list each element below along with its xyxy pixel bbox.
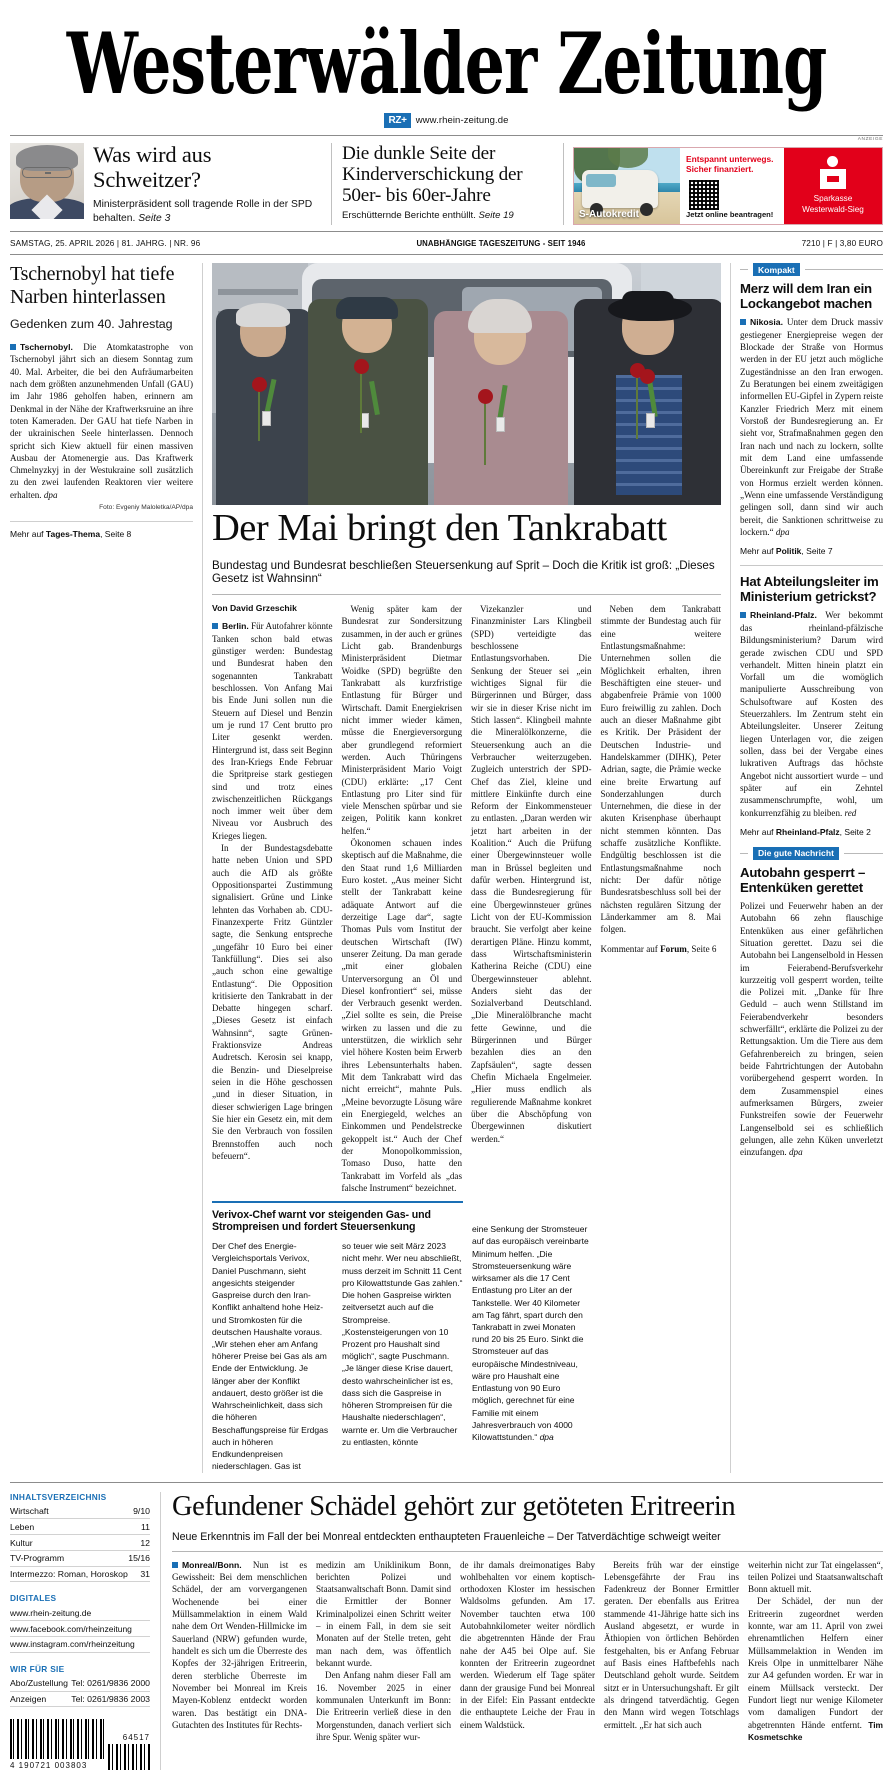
more-section: Rheinland-Pfalz [775, 826, 840, 837]
bottom-col-5 [748, 1559, 883, 1744]
service-phone[interactable]: Tel: 0261/9836 2000 [71, 1678, 150, 1689]
ad-claim-line2: Sicher finanziert. [686, 164, 754, 175]
gute-nachricht-tag: Die gute Nachricht [753, 847, 839, 860]
kommentar-prefix: Kommentar auf [600, 943, 661, 954]
main-headline: Der Mai bringt den Tankrabatt [212, 507, 667, 550]
service-label: Abo/Zustellung [10, 1678, 68, 1689]
service-title: WIR FÜR SIE [10, 1663, 65, 1674]
more-prefix: Mehr auf [10, 529, 46, 540]
masthead-website-url[interactable]: www.rhein-zeitung.de [415, 115, 509, 126]
main-col4-p1: Neben dem Tankrabatt stimmte der Bundestag auch für eine weitere Entlastungsmaßnahme: Unternehmen sollen die Möglichkeit erhalten, ihren Beschäftigten eine steuer- und abgabenfreie Prämie von 1000 Euro freiwillig zu zahlen. Doch auch an dieser Maßnahme gibt es Kritik. Der Präsident der Deutschen Industrie- und Handelskammer (DIHK), Peter Adrian, sagte, die Prämie wecke eine breite Erwartung auf Sonderzahlungen durch Unternehmen, die diese in der akuten Krisenphase überhaupt nicht stemmen könnten. Das schaffe zusätzliche Konflikte. Endgültig beschlossen ist die Entlastungsmaßnahme noch nicht: Der dafür nötige Bundesratsbeschluss soll bei der nächsten regulären Sitzung der Länderkammer am 8. Mai folgen. [600, 604, 721, 935]
more-prefix: Mehr auf [740, 826, 776, 837]
more-section: Tages-Thema [45, 529, 101, 540]
bottom-col5-p2 [748, 1595, 883, 1743]
ad-claim [686, 154, 779, 175]
index-box [10, 1492, 161, 1770]
index-page: 11 [140, 1521, 150, 1532]
ad-bank-name [802, 194, 864, 215]
index-label: Wirtschaft [10, 1505, 49, 1516]
more-section: Politik [775, 546, 802, 557]
main-col1-p1 [212, 620, 333, 842]
verivox-headline: Verivox-Chef warnt vor steigenden Gas- und Strompreisen und fordert Steuersenkung [212, 1209, 431, 1234]
bottom-story [161, 1492, 883, 1770]
teaser-page-ref: Seite 19 [478, 210, 514, 222]
tschernobyl-headline: Tschernobyl hat tiefe Narben hinterlassen [10, 263, 175, 308]
photo-credit: Foto: Evgeniy Maloletka/AP/dpa [99, 504, 193, 512]
main-col-2 [342, 603, 463, 1194]
gute-nachricht-kicker [740, 847, 883, 860]
bottom-section [10, 1482, 883, 1770]
rail-divider [740, 565, 883, 566]
index-row[interactable] [10, 1551, 150, 1567]
bottom-col-3 [460, 1559, 595, 1744]
main-dateline: Berlin. [222, 621, 249, 632]
anzeige-label: ANZEIGE [857, 137, 883, 142]
kompakt-kicker [740, 263, 883, 276]
rail-item3-text: Polizei und Feuerwehr haben an der Autobahn 66 zehn flauschige Entenküken aus einer gefährlichen Situation gerettet. Dazu sei die Autobahn bei Langenselbold in Hessen im Feierabend-Berufsverkehr kurzzeitig voll gesperrt worden, teilte die Polizei mit. „Danke für Ihre Geduld – auch wenn Stillstand im Feierabendverkehr besonders schwerfällt“, erklärte die Polizei zu der Rettungsaktion. Um die Tiere aus dem Gefahrenbereich zu bringen, seien beide Fahrtrichtungen der Autobahn vorübergehend gesperrt worden. In dem Zusammenspiel eines aufmerksamen Bürgers, zweier Funkstreifen sowie der Feuerwehr Langenselbold sei es schließlich gelungen, alle zehn Küken unverletzt einzufangen. [740, 900, 883, 1158]
main-col2-p1: Wenig später kam der Bundesrat zur Sondersitzung zusammen, in der auch er grünes Licht gab. Brandenburgs Ministerpräsident Dietmar Woidke (SPD) begrüßte den Tankrabatt als kurzfristige Entlastung für Bürger und Wirtschaft. Damit Energiekrisen nicht immer wieder kämen, müsse die Energieversorgung aber grundlegend reformiert werden. Auch Thüringens Ministerpräsident Mario Voigt (CDU) erklärte: „17 Cent Entlastung pro Liter sind für viele Menschen spürbar und sie zeigen, Politik kann konkret helfen.“ [341, 604, 462, 836]
teaser-portrait-photo [10, 143, 84, 219]
sparkasse-s-icon [818, 156, 848, 190]
teaser-schweitzer[interactable] [10, 143, 332, 225]
index-page: 15/16 [128, 1553, 150, 1564]
rail-item1-body [740, 316, 883, 538]
dateline-bar [10, 232, 883, 255]
main-col2-p2: Ökonomen schauen indes skeptisch auf die Maßnahme, die den Staat rund 1,6 Milliarden Euro kostet. „Aus meiner Sicht stellt der Tankrabatt keine adäquate Antwort auf die derzeitige Lage dar“, sagte Thomas Puls vom Institut der deutschen Wirtschaft (IW) unserer Zeitung. Da man gerade „mit einer globalen Unterversorgung an Öl und Diesel konfrontiert“ sei, müsse der Verbrauch gesenkt werden. „Ziel sollte es sein, die Preise wirken zu lassen und die zu unterstützen, die wirklich sehr viel höhere Kosten beim Erwerb ihres Lebensunterhalts haben. Mit dem Tankrabatt wird das nicht erreicht“, mahnte Puls. „Meine bevorzugte Lösung wäre ein Energiegeld, welches an Einkommen und Pendelstrecke gekoppelt ist.“ Auch der Chef der Monopolkommission, Tomaso Duso, hatte den Tankrabatt im Vorfeld als „das falsche Instrument“ bezeichnet. [341, 838, 462, 1193]
main-subhead: Bundestag und Bundesrat beschließen Steuersenkung auf Sprit – Doch die Kritik ist groß: „Dieses Gesetz ist Wahnsinn“ [212, 559, 721, 595]
teaser-headline: Die dunkle Seite der Kinderverschickung der 50er- bis 60er-Jahre [342, 143, 523, 207]
bottom-col-4 [604, 1559, 739, 1744]
tschernobyl-agency: dpa [43, 489, 58, 500]
service-label: Anzeigen [10, 1694, 47, 1704]
teaser-sub-copy: Ministerpräsident soll tragende Rolle in der SPD behalten. [93, 198, 313, 224]
bottom-col-2 [316, 1559, 451, 1744]
tschernobyl-subline: Gedenken zum 40. Jahrestag [10, 316, 173, 331]
bottom-dateline: Monreal/Bonn. [182, 1559, 242, 1570]
index-rows [10, 1504, 150, 1583]
bottom-col-1 [172, 1559, 307, 1744]
bottom-story-columns [172, 1559, 883, 1744]
bottom-col2-p2: Den Anfang nahm dieser Fall am 16. November 2025 in einer kommunalen Unterkunft im Bonn: Die Eritreerin verließ diese in den Morgenstunden, danach verliert sich ihre Spur. Wenig später wur- [316, 1670, 451, 1742]
bottom-col1-text: Nun ist es Gewissheit: Bei dem menschlichen Schädel, der am vorvergangenen Wochenende bei einer Müllsammelaktion in einem Wald nahe dem Ort Wenden-Hillmicke im Sauerland (NRW) gefunden wurde, handelt es sich um die Überreste des Kopfes der 32-jährigen Eritreerin, deren sterbliche Überreste im November bei Monreal im Kreis Mayen-Koblenz entdeckt worden waren. Das bestätigt ein DNA-Gutachten des Institutes für Rechts- [172, 1559, 308, 1730]
more-prefix: Mehr auf [740, 546, 776, 557]
main-kommentar-link[interactable] [601, 943, 722, 955]
bottom-headline: Gefundener Schädel gehört zur getöteten Eritreerin [172, 1490, 736, 1522]
advertisement-sparkasse[interactable] [564, 137, 883, 225]
kommentar-page: , Seite 6 [686, 943, 717, 954]
column-center [202, 263, 730, 1472]
rail-item3-agency: dpa [789, 1147, 803, 1158]
rail-item1-text: Unter dem Druck massiv gestiegener Energiepreise wegen der Blockade der Straße von Hormus werden in der EU jetzt auch mögliche Zugeständnisse an den Iran erwogen. Zu Beratungen bei einem zweitägigen informellen EU-Gipfel in Zypern reiste Kanzler Friedrich Merz mit einem Vorstoß der Bundesregierung an. Er sieht vor, Strafmaßnahmen gegen den Iran nach und nach zu lockern, sollte mit dem Land eine umfassende Übereinkunft zur Freigabe der Straße von Hormus erzielt werden können. „Wenn eine umfassende Verständigung gelingen soll, dann sind wir auch bereit, die Sanktionen schrittweise zu lockern.“ [740, 317, 883, 537]
barcode-icon [10, 1719, 104, 1759]
service-row [10, 1692, 150, 1708]
lead-photo-tschernobyl-memorial [212, 263, 721, 505]
main-col-1 [212, 603, 333, 1194]
teaser-page-ref: Seite 3 [138, 212, 171, 224]
main-col1-p2: In der Bundestagsdebatte hatte neben Union und SPD auch die AfD als größte Oppositionspartei Zustimmung signalisiert. Grüne und Linke lehnten das Vorhaben ab. CDU-Finanzexperte Fritz Güntzler sagte, die Senkung entspreche „ungefähr 10 Euro bei einer Tankfüllung“. Dies sei also „auch schon eine gewaltige Entlastung“. Die Opposition kritisierte den Tankrabatt in der Debatte hingegen scharf. „Dieses Gesetz ist einfach Wahnsinn“, sagte Grünen-Fraktionsvize Andreas Audretsch. Kerosin sei knapp, die Benzin- und Dieselpreise seien in die Höhe geschossen „und in dieser Situation, in dieser schwierigen Lage bringen Sie hier ein Gesetz ein, mit dem Sie den Verbrauch von fossilen Brennstoffen auch noch befeuern“. [212, 843, 333, 1161]
rail-item2-dateline: Rheinland-Pfalz. [750, 610, 817, 621]
teaser-strip [10, 135, 883, 232]
barcode-addon-icon [108, 1744, 150, 1770]
byline: Von David Grzeschik [212, 603, 297, 614]
tschernobyl-more-link[interactable] [10, 521, 193, 539]
index-row[interactable] [10, 1504, 150, 1520]
rail-item1-agency: dpa [775, 526, 790, 537]
masthead-subline [10, 113, 883, 128]
index-row[interactable] [10, 1519, 150, 1535]
barcode-area [10, 1719, 150, 1770]
index-page: 9/10 [133, 1505, 150, 1516]
newspaper-title: Westerwälder Zeitung [66, 14, 827, 114]
service-row [10, 1676, 150, 1692]
index-row[interactable] [10, 1535, 150, 1551]
bottom-col5-p1: weiterhin nicht zur Tat eingelassen“, teilen Polizei und Staatsanwaltschaft Bonn aktuell mit. [748, 1559, 883, 1595]
ad-image-label: S-Autokredit [579, 209, 639, 220]
column-right-kompakt [730, 263, 883, 1472]
verivox-col1: Der Chef des Energie-Vergleichsportals Verivox, Daniel Puschmann, sieht angesichts steigender Gaspreise durch den Iran-Konflikt anhaltend hohe Heiz- und Stromkosten für die deutschen Haushalte voraus. „Wir stehen eher am Anfang höherer Preise bei Gas als am Ende der Entwicklung. Je länger aber der Konflikt andauert, desto größer ist die Wahrscheinlichkeit, dass sich die höheren Beschaffungspreise für Erdgas auch in höheren Endkundenpreisen niederschlagen. Gas ist [212, 1241, 329, 1472]
rail-item2-body [740, 609, 883, 819]
ad-image [574, 148, 680, 224]
digitales-block [10, 1593, 150, 1652]
rail-item3-headline: Autobahn gesperrt – Entenküken gerettet [740, 864, 866, 895]
masthead [10, 0, 883, 128]
barcode-number: 4 190721 003803 [10, 1761, 88, 1770]
bottom-col5-text: Der Schädel, der nun der Eritreerin zugeordnet werden konnte, war am 11. April von zwei ehrenamtlichen Helfern einer Müllsammelaktion in Wenden im Kreis Olpe in unmittelbarer Nähe zur A4 gefunden worden. Er war in einem Müllsack versteckt. Der Fundort liegt nur wenige Kilometer vom damaligen Fundort der abgetrennten Hände entfernt. [748, 1596, 883, 1730]
ad-bank-line2: Westerwald-Sieg [802, 205, 864, 214]
main-story-columns [212, 603, 721, 1194]
bullet-square-icon [212, 623, 218, 629]
more-page: , Seite 2 [839, 826, 871, 837]
digitales-link[interactable]: www.instagram.com/rheinzeitung [10, 1637, 150, 1653]
rail-item1-more-link[interactable] [740, 546, 883, 556]
main-col-3 [471, 603, 592, 1194]
rail-item2-text: Wer bekommt das rheinland-pfälzische Bildungsministerium? Darum wird gerade zwischen CDU und SPD verhandelt. Mitten hinein platzt ein Vorfall um die womöglich manipulierte Ausschreibung von Schulsoftware auf Kosten des Steuerzahlers. Im Zentrum steht ein Abteilungsleiter. Unserer Zeitung liegen Unterlagen vor, die zeigen sollen, dass bei der Vergabe eines lukrativen Auftrags das höchste Angebot nicht aussortiert wurde – und später auf ein Zehntel zusammenschrumpfte, wohl, um konkurrenzfähig zu bleiben. [740, 610, 884, 818]
teaser-sub-copy: Erschütternde Berichte enthüllt. [342, 210, 476, 222]
index-row[interactable] [10, 1567, 150, 1583]
index-label: TV-Programm [10, 1553, 65, 1564]
verivox-col2: so teuer wie seit März 2023 nicht mehr. Wer neu abschließt, muss derzeit im Schnitt 11 Cent pro Kilowattstunde Gas zahlen.“ Die hohen Gaspreise wirkten zeitversetzt auch auf die Strompreise. „Kostensteigerungen von 10 Prozent pro Haushalt sind möglich“, sagte Puschmann. „Je länger diese Krise dauert, desto wahrscheinlicher ist es, dass sich die Gaspreise in höheren Strompreisen für die Haushalte niederschlagen“, warnte er. Um die Verbraucher zu entlasten, könnte [342, 1241, 463, 1447]
index-title: INHALTSVERZEICHNIS [10, 1491, 107, 1502]
more-page: , Seite 7 [801, 546, 833, 557]
main-col3-p1: Vizekanzler und Finanzminister Lars Klingbeil (SPD) verteidigte das beschlossene Entlastungsvorhaben. Die Senkung der Steuer sei „ein wichtiges Signal für die Bürgerinnen und Bürger, dass wir sie in dieser Krise nicht im Stich lassen“. Klingbeil mahnte die Mineralölkonzerne, die Steuersenkung auch an die Verbraucher weiterzugeben. Zugleich unterstrich der SPD-Chef das Ziel, kleine und mittlere Einkünfte durch eine Reform der Einkommensteuer zu entlasten. „Daran werden wir jetzt hart arbeiten in der Koalition.“ Auch die Prüfung einer Übergewinnsteuer wolle man in Brüssel begleiten und dafür werben. Hintergrund ist, dass die Bundesregierung für eine Übergewinnsteuer grünes Licht von der EU-Kommission braucht. Sie verfolgt aber keine derartigen Pläne. Hinzu kommt, dass Wirtschaftsministerin Katherina Reiche (CDU) eine Übergewinnsteuer ablehnt. Anders sieht das der Sozialverband Deutschland. „Die Mineralölbranche macht fette Gewinne, und die Bürgerinnen und Bürger bezahlen dies an den Zapfsäulen“, sagte dessen Chefin Michaela Engelmeier. „Hier muss endlich als regulierende Maßnahme konkret über die Abschöpfung von Übergewinnen diskutiert werden.“ [471, 604, 592, 1144]
verivox-col3-text: eine Senkung der Stromsteuer auf das europäisch vereinbarte Minimum helfen. „Die Stromsteuersenkung wäre wirksamer als die 17 Cent Entlastung pro Liter an der Tankstelle. Wer 40 Kilometer am Tag fährt, spart durch den Tankrabatt in zwei Monaten rund 20 bis 25 Euro. Sinkt die Stromsteuer auf das europäische Mindestniveau, wäre pro Haushalt eine Entlastung von 90 Euro möglich, gerechnet für eine Familie mit einem Jahresverbrauch von 4000 Kilowattstunden.“ [472, 1224, 589, 1443]
rail-item1-headline: Merz will dem Iran ein Lockangebot machen [740, 281, 872, 312]
bullet-square-icon [10, 344, 16, 350]
bullet-square-icon [740, 319, 746, 325]
barcode-addon-number: 64517 [122, 1733, 150, 1743]
main-col1-text: Für Autofahrer könnte Tanken schon bald etwas günstiger werden: Bundestag und Bundesrat haben den sogenannten Tankrabatt beschlossen. Von Anfang Mai bis Ende Juni sollen nun die Steuern auf Diesel und Benzin um je rund 17 Cent brutto pro Liter gesenkt werden. Hintergrund ist, dass seit Beginn des Iran-Kriegs Ende Februar die Spritpreise stark gestiegen sind und trotz eines zwischenzeitlichen Rückgangs noch immer weit über dem Niveau vor Ausbruch des Krieges liegen. [212, 621, 333, 841]
bottom-author-signature: Tim Kosmetschke [748, 1719, 883, 1742]
bullet-square-icon [172, 1562, 178, 1568]
index-page: 12 [140, 1537, 150, 1548]
blue-divider [212, 1201, 463, 1203]
tschernobyl-dateline: Tschernobyl. [20, 341, 73, 352]
bottom-col4-p1: Bereits früh war der einstige Lebensgefährte der Frau ins Fadenkreuz der Bonner Ermittler geraten. Der ebenfalls aus Eritrea stammende 41-Jährige hatte sich ins Ausland abgesetzt, er wurde in Äthiopien von örtlichen Behörden festgehalten, bis er Anfang Februar auf Basis eines Haftbefehls nach Deutschland geholt wurde. Seitdem sitzt er in Untersuchungshaft. Er gilt als dringend tatverdächtig. Gegen den Mann wird wegen Totschlags ermittelt. „Er hat sich auch [604, 1559, 739, 1730]
ad-bank-line1: Sparkasse [813, 194, 853, 204]
rail-item2-more-link[interactable] [740, 827, 883, 837]
teaser-subtext [93, 198, 321, 225]
index-label: Kultur [10, 1537, 33, 1548]
dateline-issue-info: SAMSTAG, 25. APRIL 2026 | 81. JAHRG. | NR. 96 [10, 239, 201, 249]
ad-cta-label[interactable]: Jetzt online beantragen! [686, 210, 774, 219]
digitales-link[interactable]: www.rhein-zeitung.de [10, 1605, 150, 1621]
rail-item2-agency: red [844, 807, 857, 818]
ad-claim-line1: Entspannt unterwegs. [686, 154, 774, 164]
digitales-link[interactable]: www.facebook.com/rheinzeitung [10, 1621, 150, 1637]
column-left [10, 263, 202, 1472]
index-page: 31 [140, 1569, 150, 1580]
qr-code-icon[interactable] [689, 180, 719, 210]
bottom-col1-p1 [172, 1559, 307, 1732]
service-block [10, 1664, 150, 1708]
verivox-agency: dpa [539, 1432, 554, 1443]
kompakt-tag: Kompakt [753, 263, 800, 276]
more-page: , Seite 8 [100, 529, 132, 540]
bullet-square-icon [740, 612, 746, 618]
teaser-subtext [342, 210, 553, 223]
sparkasse-logo-block [784, 148, 882, 224]
digitales-title: DIGITALES [10, 1593, 57, 1604]
tschernobyl-body [10, 341, 193, 501]
verivox-col3 [472, 1223, 592, 1443]
rail-item3-body [740, 900, 883, 1159]
teaser-kinderverschickung[interactable] [332, 143, 564, 225]
main-content-grid [10, 263, 883, 1472]
bottom-col2-p1: medizin am Uniklinikum Bonn, berichten Polizei und Staatsanwaltschaft Bonn. Damit sind die Ermittler der Bonner Kriminalpolizei einen Schritt weiter – in einem Fall, in dem sie seit Monaten auf der Stelle treten, geht man nach dem, was öffentlich bekannt wurde. [316, 1559, 451, 1668]
rail-item2-headline: Hat Abteilungsleiter im Ministerium getrickst? [740, 574, 879, 605]
index-label: Intermezzo: Roman, Horoskop [10, 1569, 128, 1580]
bottom-col3-p1: de ihr damals dreimonatiges Baby wohlbehalten vor einem koptisch-orthodoxen Kloster im hessischen Waldsolms gefunden. Am 17. November tauchten etwa 100 Autobahnkilometer weiter nördlich die abgetrennten Hände der Frau nahe der A45 bei Olpe auf. Sie konnten der Eritreerin zugeordnet werden. Wiederum elf Tage später dann der grausige Fund bei Monreal in der Eifel: Ein Passant entdeckte die enthauptete Leiche der Frau in einem Waldstück. [460, 1559, 595, 1730]
kommentar-section: Forum [660, 943, 687, 954]
dateline-price: 7210 | F | 3,80 EURO [801, 239, 883, 249]
dateline-slogan: UNABHÄNGIGE TAGESZEITUNG - SEIT 1946 [416, 239, 586, 249]
bottom-subhead: Neue Erkenntnis im Fall der bei Monreal entdeckten enthaupteten Frauenleiche – Der Tatverdächtige schweigt weiter [172, 1531, 883, 1552]
rz-plus-badge[interactable]: RZ+ [384, 113, 410, 128]
service-phone[interactable]: Tel: 0261/9836 2003 [71, 1694, 150, 1704]
rail-item1-dateline: Nikosia. [750, 317, 783, 328]
index-label: Leben [10, 1521, 35, 1532]
main-col-4 [601, 603, 722, 1194]
teaser-headline: Was wird aus Schweitzer? [93, 142, 212, 192]
tschernobyl-text: Die Atomkatastrophe von Tschernobyl jährt sich an diesem Sonntag zum 40. Mal. Arbeiter, die bei den Aufräumarbeiten nach dem größten anzunehmenden Unfall (GAU) im Jahr 1986 geholfen haben, erinnern am Denkmal in der Nähe der Kraftwerksruine an ihre toten Kameraden. Der GAU hat tiefe Narben in der ukrainischen Seele hinterlassen. Dennoch spricht sich Kiew aktuell für einen massiven Ausbau der Atomenergie aus. Das Kraftwerk Chmelnyzkyj in der Westukraine soll zusätzlich zu den zwei laufenden Reaktoren vier weitere erhalten. [10, 341, 193, 500]
